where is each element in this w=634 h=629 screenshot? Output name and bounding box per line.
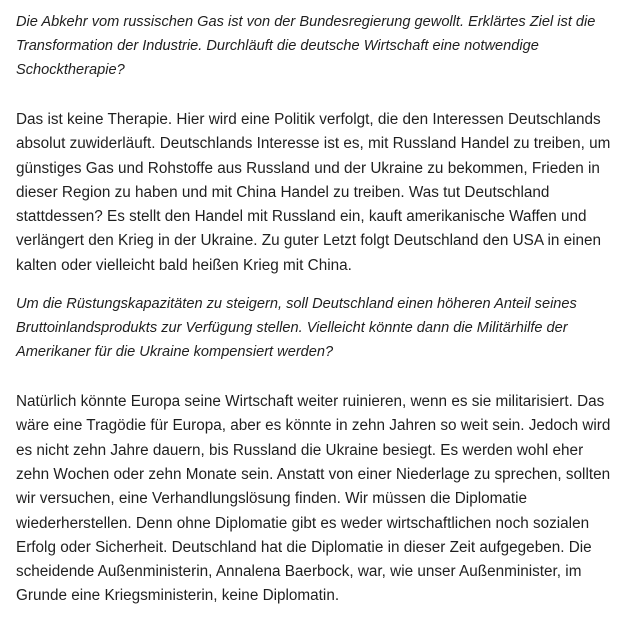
interview-question-1: Die Abkehr vom russischen Gas ist von der Bundesregierung gewollt. Erklärtes Ziel ist die Transformation der Industrie. Durchläuft die deutsche Wirtschaft eine notwendige Schocktherapie?: [16, 14, 596, 78]
interview-answer-2: Natürlich könnte Europa seine Wirtschaft weiter ruinieren, wenn es sie militarisiert. Das wäre eine Tragödie für Europa, aber es könnte in zehn Jahren so weit sein. Jedoch wird es nicht zehn Jahre dauern, bis Russland die Ukraine besiegt. Es werden wohl eher zehn Wochen oder zehn Monate sein. Anstatt von einer Niederlage zu sprechen, sollten wir versuchen, eine Verhandlungslösung finden. Wir müssen die Diplomatie wiederherstellen. Denn ohne Diplomatie gibt es weder wirtschaftlichen noch sozialen Erfolg oder Sicherheit. Deutschland hat die Diplomatie in dieser Zeit aufgegeben. Die scheidende Außenministerin, Annalena Baerbock, war, wie unser Außenminister, im Grunde eine Kriegsministerin, keine Diplomatin.: [16, 393, 611, 605]
interview-answer-1: Das ist keine Therapie. Hier wird eine Politik verfolgt, die den Interessen Deutschlands absolut zuwiderläuft. Deutschlands Interesse ist es, mit Russland Handel zu treiben, um günstiges Gas und Rohstoffe aus Russland und der Ukraine zu bekommen, Frieden in dieser Region zu haben und mit China Handel zu treiben. Was tut Deutschland stattdessen? Es stellt den Handel mit Russland ein, kauft amerikanische Waffen und verlängert den Krieg in der Ukraine. Zu guter Letzt folgt Deutschland den USA in einen kalten oder vielleicht bald heißen Krieg mit China.: [16, 111, 611, 274]
article-body: [16, 10, 620, 609]
interview-question-2: Um die Rüstungskapazitäten zu steigern, soll Deutschland einen höheren Anteil seines Bruttoinlandsprodukts zur Verfügung stellen. Vielleicht könnte dann die Militärhilfe der Amerikaner für die Ukraine kompensiert werden?: [16, 296, 577, 361]
